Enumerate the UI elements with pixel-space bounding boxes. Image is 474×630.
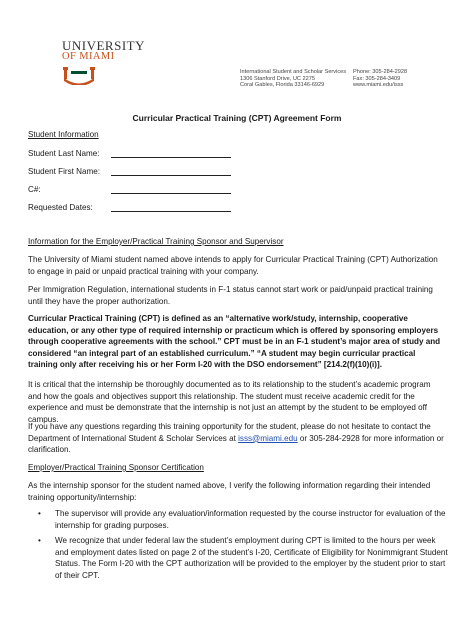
office-address xyxy=(240,69,346,89)
paragraph-documentation: It is critical that the internship be thoroughly documented as to its relationship to the student’s academic program and how the goals and objectives support this relationship. The student must receive academic credit for the experience and must be demonstrate that the internship is not just an attempt by the student to be employed off campus. xyxy=(28,380,431,424)
logo-of-miami-text: OF MIAMI xyxy=(62,51,115,62)
paragraph-contact xyxy=(28,421,446,456)
bullet-icon: • xyxy=(38,509,41,518)
employer-information-heading: Information for the Employer/Practical Training Sponsor and Supervisor xyxy=(28,237,284,246)
student-last-name-field[interactable] xyxy=(111,157,231,158)
bullet-icon: • xyxy=(38,536,41,546)
paragraph-intent: The University of Miami student named above intends to apply for Curricular Practical Training (CPT) Authorization to engage in paid or unpaid practical training with your company. xyxy=(28,255,438,276)
contact-text-after: or 305-284-2928 for more information or clarification. xyxy=(28,433,444,455)
paragraph-verification: As the internship sponsor for the student named above, I verify the following information regarding their intended training opportunity/internship: xyxy=(28,481,431,502)
paragraph-cpt-definition: Curricular Practical Training (CPT) is defined as an “alternative work/study, internship, cooperative education, or any other type of required internship or practicum which is offered by sponsoring employers through cooperative agreements with the school.” CPT must be in an F-1 student’s major area of study and considered “an integral part of an established curriculum.” “A student may begin curricular practical training only after receiving his or her Form I-20 with the DSO endorsement” [214.2(f)(10)(i)]. xyxy=(28,314,441,370)
office-contact xyxy=(353,69,407,89)
contact-line: www.miami.edu/isss xyxy=(353,82,404,89)
requested-dates-field[interactable] xyxy=(111,211,231,212)
document-title: Curricular Practical Training (CPT) Agreement Form xyxy=(132,113,342,123)
university-u-logo-icon xyxy=(62,67,96,85)
certification-list xyxy=(28,508,448,586)
c-number-label: C#: xyxy=(28,185,41,194)
list-item xyxy=(28,535,448,581)
contact-line: Fax: 305-284-3409 xyxy=(353,75,401,82)
requested-dates-label: Requested Dates: xyxy=(28,203,93,212)
list-item xyxy=(28,508,448,531)
paragraph-regulation: Per Immigration Regulation, international students in F-1 status cannot start work or paid/unpaid practical training until they have the proper authorization. xyxy=(28,285,433,306)
student-first-name-label: Student First Name: xyxy=(28,167,100,176)
student-first-name-field[interactable] xyxy=(111,175,231,176)
contact-line: Phone: 305-284-2928 xyxy=(353,69,408,75)
isss-email-link[interactable]: isss@miami.edu xyxy=(238,433,298,443)
address-line: International Student and Scholar Services xyxy=(240,69,347,75)
certification-heading: Employer/Practical Training Sponsor Certification xyxy=(28,463,204,472)
list-item-text: We recognize that under federal law the student’s employment during CPT is limited to the hours per week and employment dates listed on page 2 of the student’s I-20, Certificate of Eligibility for Nonimmigrant Student Status. The Form I-20 with the CPT authorization will be provided to the employer by the student prior to start of their CPT. xyxy=(55,536,448,580)
address-line: 1306 Stanford Drive, UC 2275 xyxy=(240,75,315,82)
address-line: Coral Gables, Florida 33146-6929 xyxy=(240,82,325,89)
student-last-name-label: Student Last Name: xyxy=(28,149,100,158)
c-number-field[interactable] xyxy=(111,193,231,194)
logo-university-text: UNIVERSITY xyxy=(62,38,145,53)
contact-text-before: If you have any questions regarding this training opportunity for the student, please do not hesitate to contact the Department of International Student & Scholar Services at xyxy=(28,422,431,443)
list-item-text: The supervisor will provide any evaluation/information requested by the course instructor for evaluation of the internship for grading purposes. xyxy=(55,509,446,530)
student-information-heading: Student Information xyxy=(28,130,99,139)
